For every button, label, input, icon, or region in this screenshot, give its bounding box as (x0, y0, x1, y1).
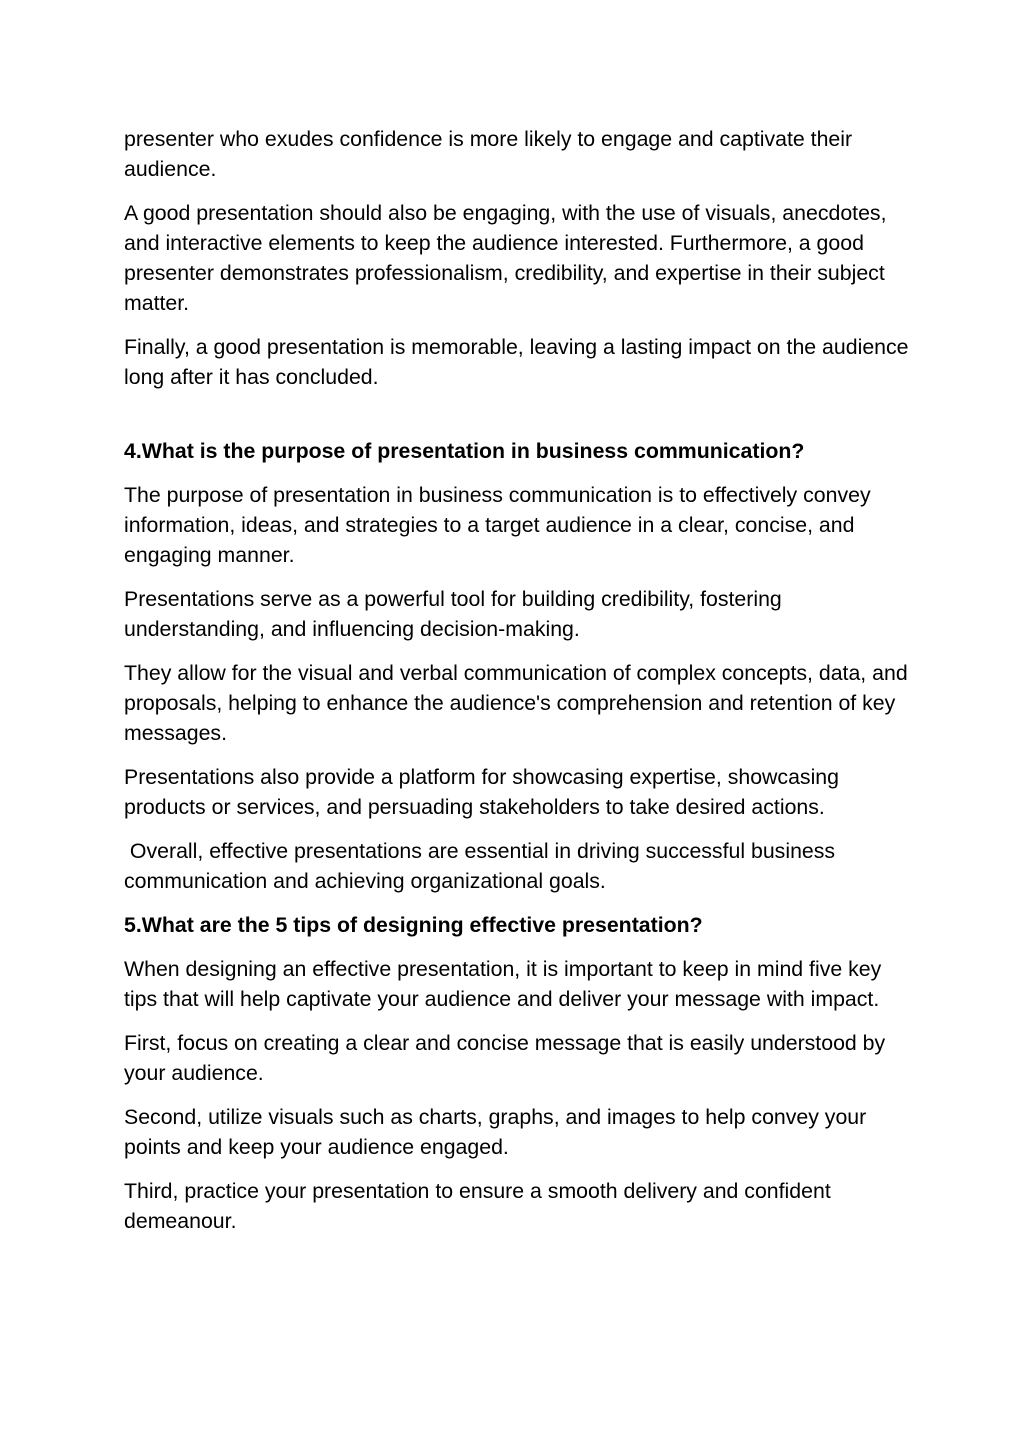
paragraph-purpose: The purpose of presentation in business communication is to effectively convey information, ideas, and strategies to a target audience in a clear, concise, and engaging manner. (124, 483, 871, 567)
paragraph-memorable: Finally, a good presentation is memorable, leaving a lasting impact on the audience long after it has concluded. (124, 335, 909, 389)
paragraph-tip-third: Third, practice your presentation to ensure a smooth delivery and confident demeanour. (124, 1179, 831, 1233)
paragraph-confidence: presenter who exudes confidence is more likely to engage and captivate their audience. (124, 127, 853, 181)
paragraph-visual-verbal: They allow for the visual and verbal communication of complex concepts, data, and proposals, helping to enhance the audience's comprehension and retention of key messages. (124, 661, 908, 745)
paragraph-tip-first: First, focus on creating a clear and concise message that is easily understood by your audience. (124, 1031, 886, 1085)
heading-question-4: 4.What is the purpose of presentation in business communication? (124, 439, 805, 463)
paragraph-engaging: A good presentation should also be engaging, with the use of visuals, anecdotes, and interactive elements to keep the audience interested. Furthermore, a good presenter demonstrates professionalism, credibility, and expertise in their subject matter. (124, 201, 887, 315)
section-gap (124, 406, 914, 436)
paragraph-platform: Presentations also provide a platform for showcasing expertise, showcasing products or services, and persuading stakeholders to take desired actions. (124, 765, 839, 819)
heading-question-5: 5.What are the 5 tips of designing effective presentation? (124, 913, 703, 937)
paragraph-overall: Overall, effective presentations are essential in driving successful business communication and achieving organizational goals. (124, 839, 841, 893)
paragraph-tip-second: Second, utilize visuals such as charts, graphs, and images to help convey your points and keep your audience engaged. (124, 1105, 867, 1159)
document-page (124, 124, 914, 1250)
paragraph-tips-intro: When designing an effective presentation, it is important to keep in mind five key tips that will help captivate your audience and deliver your message with impact. (124, 957, 882, 1011)
paragraph-tool: Presentations serve as a powerful tool for building credibility, fostering understanding, and influencing decision-making. (124, 587, 782, 641)
